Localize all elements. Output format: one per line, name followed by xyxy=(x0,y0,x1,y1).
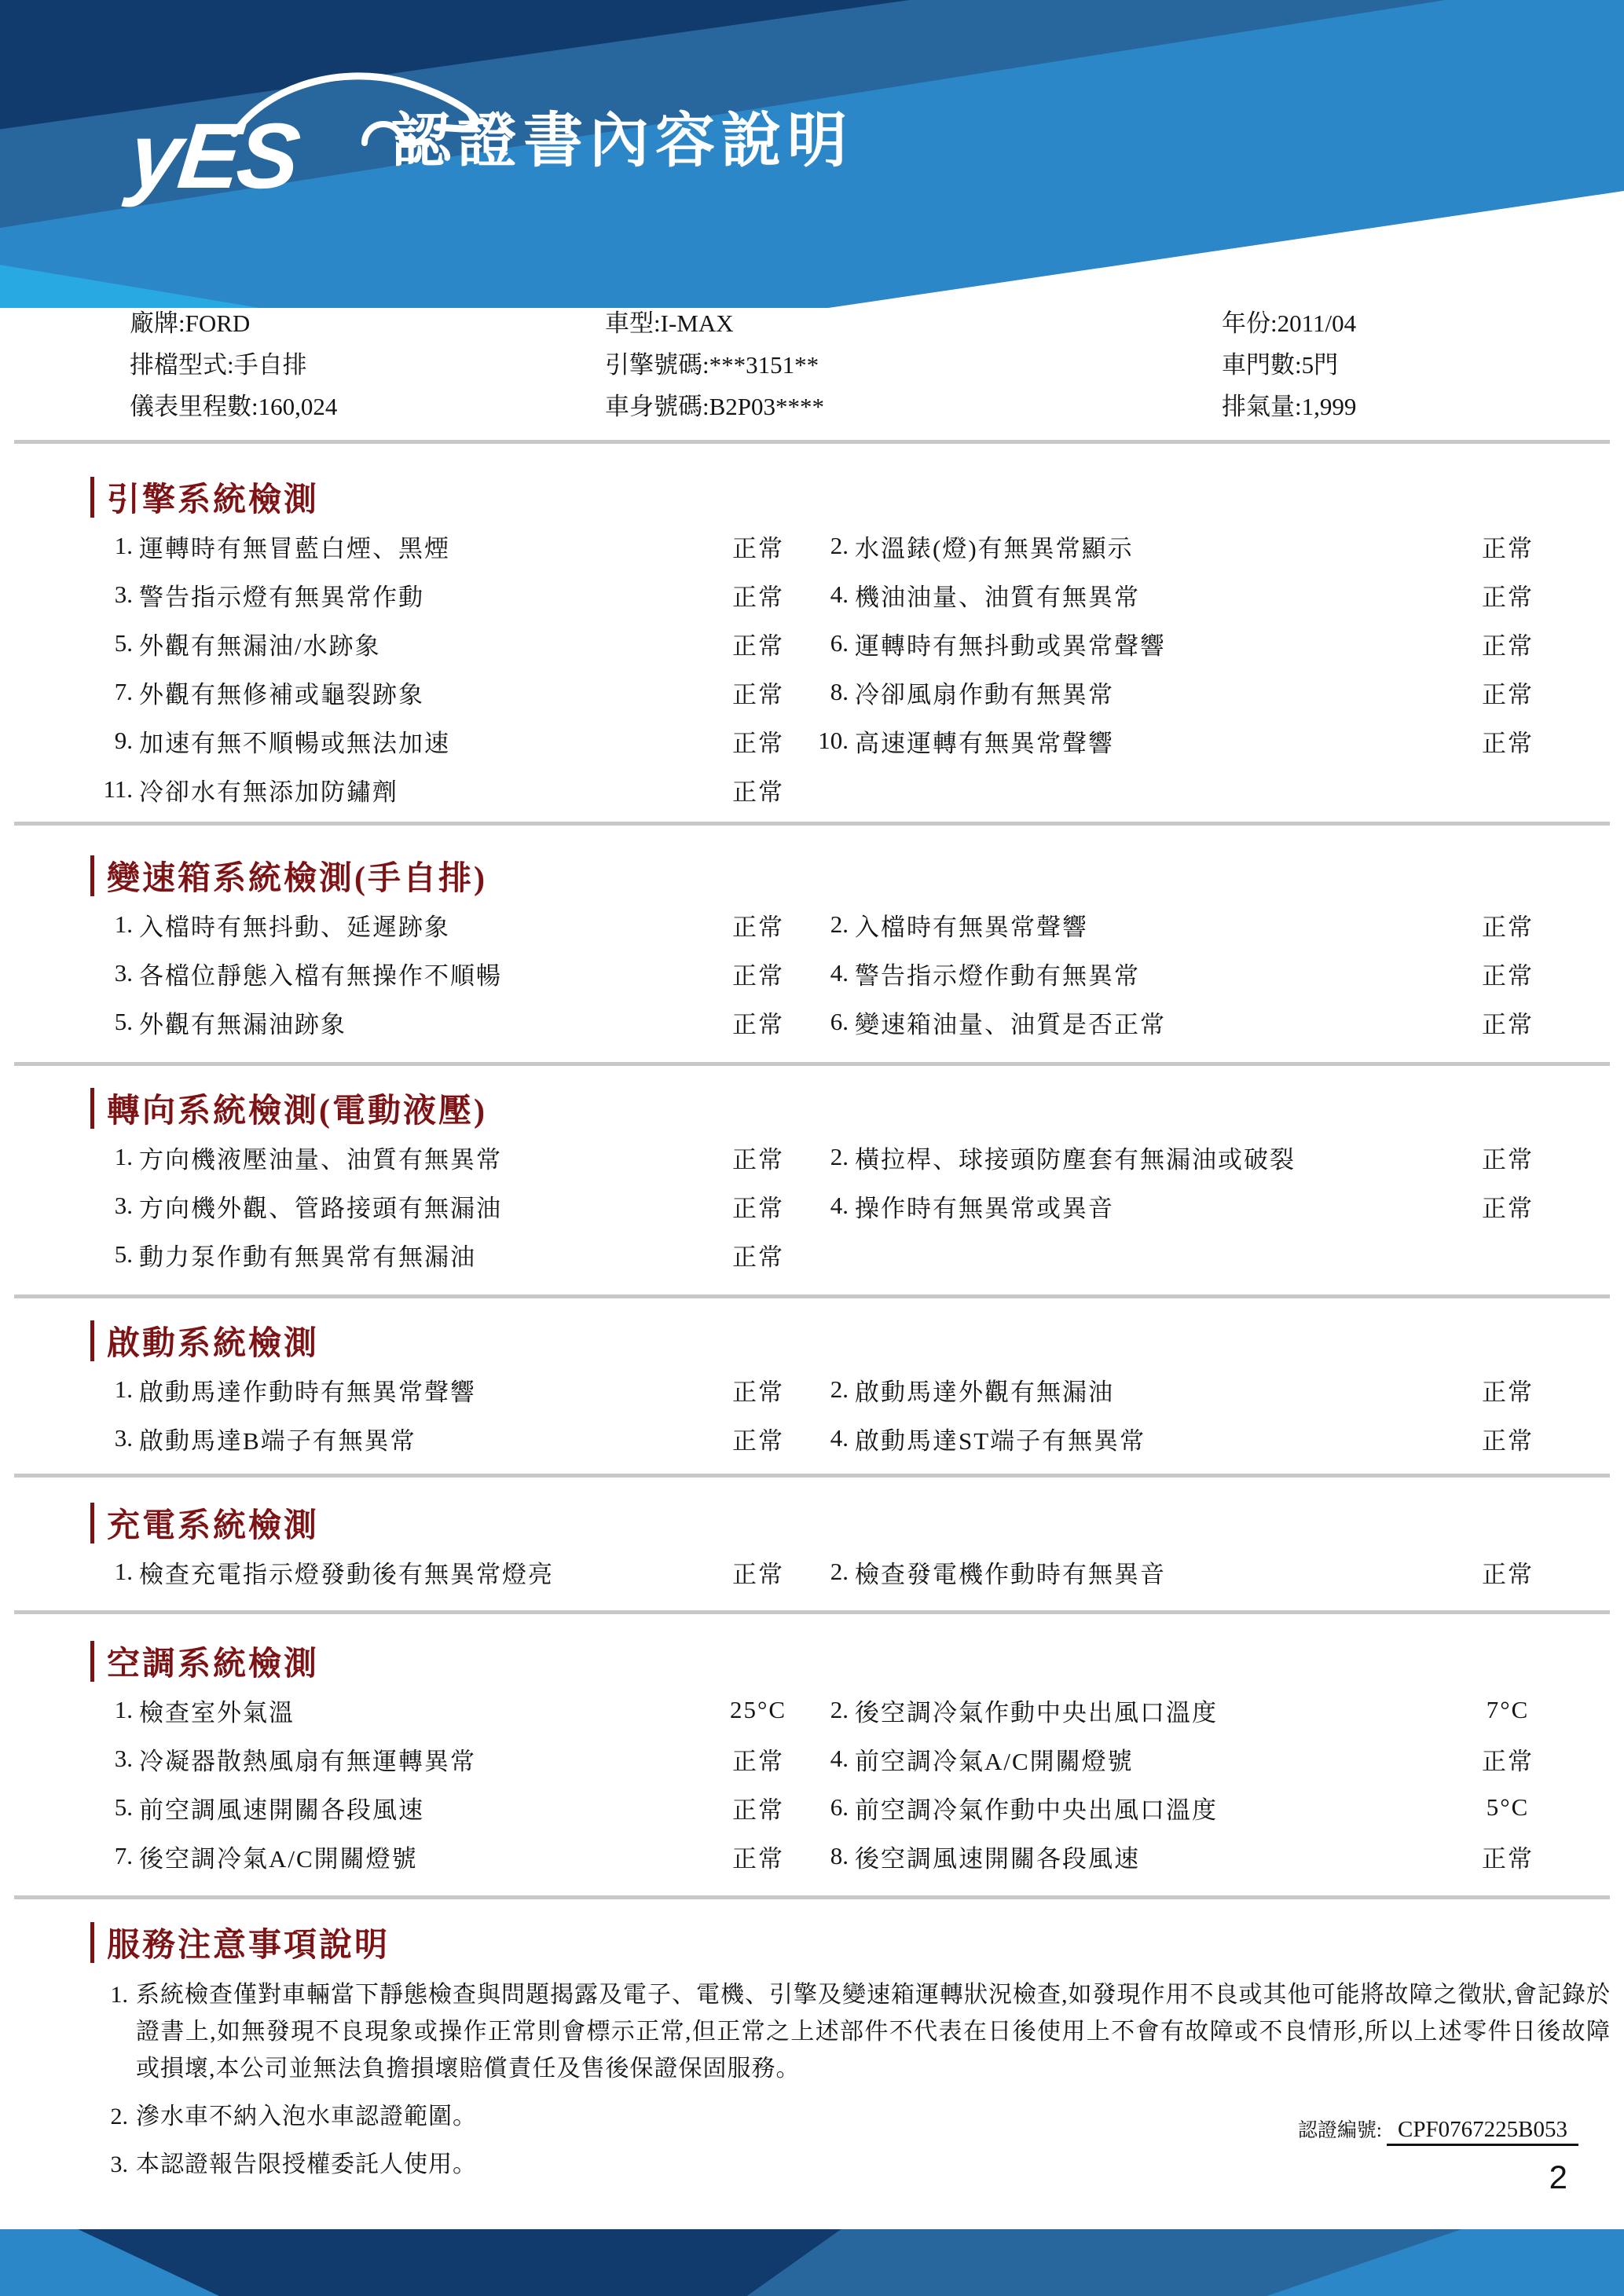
divider xyxy=(14,822,1610,826)
inspection-section xyxy=(90,851,1611,1046)
section-title xyxy=(90,1499,1611,1547)
vehicle-info-label: 儀表里程數: xyxy=(130,393,258,420)
vehicle-info-label: 車身號碼: xyxy=(605,393,709,420)
item-number-right: 2. xyxy=(830,532,849,559)
item-result-right: 正常 xyxy=(1482,680,1534,709)
item-number-left: 5. xyxy=(114,629,133,657)
item-text-left: 外觀有無漏油/水跡象 xyxy=(139,632,381,660)
vehicle-info-value: 5門 xyxy=(1301,351,1339,379)
item-result-right: 正常 xyxy=(1482,1426,1534,1455)
note-item xyxy=(90,2146,1611,2183)
vehicle-info-value: 160,024 xyxy=(258,393,338,420)
note-text: 系統檢查僅對車輛當下靜態檢查與問題揭露及電子、電機、引擎及變速箱運轉狀況檢查,如發現作用不良或其他可能將故障之徵狀,會記錄於證書上,如無發現不良現象或操作正常則會標示正常,但正常之上述部件不代表在日後使用上不會有故障或不良情形,所以上述零件日後故障或損壞,本公司並無法負擔損壞賠償責任及售後保證保固服務。 xyxy=(136,1982,1611,2082)
item-text-left: 運轉時有無冒藍白煙、黑煙 xyxy=(139,534,450,562)
section-title-bar xyxy=(90,1641,94,1682)
inspection-row xyxy=(90,668,1611,716)
item-text-right: 操作時有無異常或異音 xyxy=(855,1194,1114,1222)
divider xyxy=(14,440,1610,444)
item-number-right: 2. xyxy=(830,1558,849,1585)
section-title-bar xyxy=(90,1503,94,1543)
vehicle-info-field xyxy=(1222,386,1356,428)
item-result-left: 正常 xyxy=(732,729,784,757)
page-number: 2 xyxy=(1549,2159,1567,2195)
section-title-text: 充電系統檢測 xyxy=(107,1508,320,1544)
page-footer xyxy=(0,2229,1624,2296)
section-title xyxy=(90,473,1611,522)
page-title: 認證書內容說明 xyxy=(391,108,853,174)
item-text-left: 外觀有無修補或龜裂跡象 xyxy=(139,680,424,709)
divider xyxy=(14,1895,1610,1899)
item-text-right: 前空調冷氣A/C開關燈號 xyxy=(855,1747,1134,1775)
item-number-left: 3. xyxy=(114,959,133,987)
inspection-section xyxy=(90,1316,1611,1463)
item-text-left: 前空調風速開關各段風速 xyxy=(139,1796,424,1824)
note-text: 本認證報告限授權委託人使用。 xyxy=(136,2151,477,2177)
item-result-left: 正常 xyxy=(732,961,784,990)
vehicle-info-label: 廠牌: xyxy=(130,309,185,337)
inspection-section xyxy=(90,1084,1611,1279)
item-text-left: 冷卻水有無添加防鏽劑 xyxy=(139,778,398,806)
item-number-left: 5. xyxy=(114,1793,133,1821)
inspection-section xyxy=(90,1499,1611,1596)
item-result-left: 正常 xyxy=(732,1145,784,1174)
item-number-right: 4. xyxy=(830,1424,849,1452)
section-title-text: 空調系統檢測 xyxy=(107,1646,320,1683)
inspection-row xyxy=(90,570,1611,619)
item-text-right: 啟動馬達外觀有無漏油 xyxy=(855,1378,1114,1406)
item-result-right: 正常 xyxy=(1482,1844,1534,1873)
item-result-left: 25°C xyxy=(729,1696,787,1723)
section-title xyxy=(90,1316,1611,1365)
note-number: 1. xyxy=(110,1982,128,2008)
item-number-left: 1. xyxy=(114,1375,133,1403)
vehicle-info-column xyxy=(130,303,337,428)
item-number-left: 1. xyxy=(114,1696,133,1723)
item-text-right: 前空調冷氣作動中央出風口溫度 xyxy=(855,1796,1218,1824)
inspection-row xyxy=(90,1832,1611,1880)
vehicle-info-field xyxy=(130,303,337,345)
item-text-left: 各檔位靜態入檔有無操作不順暢 xyxy=(139,961,502,990)
section-title-text: 轉向系統檢測(電動液壓) xyxy=(107,1093,487,1130)
item-text-right: 警告指示燈作動有無異常 xyxy=(855,961,1140,990)
item-result-left: 正常 xyxy=(732,1796,784,1824)
item-text-right: 水溫錶(燈)有無異常顯示 xyxy=(855,534,1134,562)
item-result-right: 正常 xyxy=(1482,961,1534,990)
item-result-left: 正常 xyxy=(732,1560,784,1588)
item-number-left: 1. xyxy=(114,910,133,938)
item-number-left: 1. xyxy=(114,532,133,559)
inspection-row xyxy=(90,1133,1611,1181)
item-text-left: 啟動馬達作動時有無異常聲響 xyxy=(139,1378,476,1406)
item-number-right: 8. xyxy=(830,1842,849,1869)
section-title xyxy=(90,1637,1611,1686)
item-result-left: 正常 xyxy=(732,680,784,709)
item-number-left: 1. xyxy=(114,1143,133,1170)
item-text-right: 啟動馬達ST端子有無異常 xyxy=(855,1426,1146,1455)
item-number-left: 3. xyxy=(114,1192,133,1219)
item-number-right: 2. xyxy=(830,1375,849,1403)
item-result-right: 正常 xyxy=(1482,1010,1534,1038)
divider xyxy=(14,1474,1610,1478)
item-number-left: 11. xyxy=(103,775,133,803)
section-title xyxy=(90,851,1611,900)
item-number-right: 4. xyxy=(830,1745,849,1772)
item-result-right: 正常 xyxy=(1482,1560,1534,1588)
divider xyxy=(14,1294,1610,1298)
item-result-right: 正常 xyxy=(1482,1145,1534,1174)
vehicle-info-label: 引擎號碼: xyxy=(605,351,709,379)
item-number-left: 9. xyxy=(114,727,133,754)
vehicle-info-field xyxy=(1222,345,1356,386)
certificate-number-line xyxy=(1298,2115,1578,2143)
section-title-bar xyxy=(90,1320,94,1361)
item-number-right: 2. xyxy=(830,1696,849,1723)
vehicle-info-label: 車門數: xyxy=(1222,351,1302,379)
item-number-left: 7. xyxy=(114,678,133,705)
item-text-right: 檢查發電機作動時有無異音 xyxy=(855,1560,1166,1588)
inspection-row xyxy=(90,1181,1611,1230)
item-text-left: 後空調冷氣A/C開關燈號 xyxy=(139,1844,418,1873)
item-result-left: 正常 xyxy=(732,913,784,941)
item-text-left: 方向機液壓油量、油質有無異常 xyxy=(139,1145,502,1174)
note-text: 滲水車不納入泡水車認證範圍。 xyxy=(136,2104,477,2129)
section-title-text: 變速箱系統檢測(手自排) xyxy=(107,861,487,897)
inspection-row xyxy=(90,1230,1611,1279)
item-text-right: 變速箱油量、油質是否正常 xyxy=(855,1010,1166,1038)
inspection-row xyxy=(90,900,1611,949)
vehicle-info-value: B2P03**** xyxy=(709,393,825,420)
item-text-right: 冷卻風扇作動有無異常 xyxy=(855,680,1114,709)
inspection-row xyxy=(90,765,1611,814)
item-result-left: 正常 xyxy=(732,778,784,806)
item-number-right: 4. xyxy=(830,959,849,987)
item-result-right: 正常 xyxy=(1482,1378,1534,1406)
vehicle-info-field xyxy=(605,386,824,428)
item-text-left: 檢查充電指示燈發動後有無異常燈亮 xyxy=(139,1560,554,1588)
item-text-left: 檢查室外氣溫 xyxy=(139,1698,295,1727)
item-number-left: 3. xyxy=(114,1745,133,1772)
item-number-left: 3. xyxy=(114,580,133,608)
inspection-row xyxy=(90,1365,1611,1414)
page-header xyxy=(0,0,1624,308)
item-text-left: 方向機外觀、管路接頭有無漏油 xyxy=(139,1194,502,1222)
item-result-right: 正常 xyxy=(1482,1194,1534,1222)
item-result-left: 正常 xyxy=(732,1243,784,1271)
vehicle-info-field xyxy=(605,345,824,386)
vehicle-info-field xyxy=(130,345,337,386)
item-text-right: 運轉時有無抖動或異常聲響 xyxy=(855,632,1166,660)
item-number-left: 7. xyxy=(114,1842,133,1869)
section-title-bar xyxy=(90,1922,94,1963)
section-title-text: 服務注意事項說明 xyxy=(107,1928,390,1964)
vehicle-info-value: 手自排 xyxy=(233,351,307,379)
vehicle-info-field xyxy=(1222,303,1356,345)
item-number-right: 6. xyxy=(830,1793,849,1821)
inspection-row xyxy=(90,1686,1611,1734)
item-result-right: 正常 xyxy=(1482,913,1534,941)
service-notes-title xyxy=(90,1920,1611,1965)
item-number-left: 1. xyxy=(114,1558,133,1585)
yes-logo-text: yES xyxy=(125,104,302,208)
item-result-right: 正常 xyxy=(1482,1747,1534,1775)
vehicle-info-value: I-MAX xyxy=(660,309,734,337)
vehicle-info-field xyxy=(605,303,824,345)
item-text-right: 機油油量、油質有無異常 xyxy=(855,583,1140,611)
vehicle-info-value: 2011/04 xyxy=(1277,309,1357,337)
item-text-left: 外觀有無漏油跡象 xyxy=(139,1010,346,1038)
inspection-row xyxy=(90,998,1611,1046)
inspection-row xyxy=(90,716,1611,765)
vehicle-info-value: FORD xyxy=(185,309,251,337)
item-text-left: 啟動馬達B端子有無異常 xyxy=(139,1426,416,1455)
vehicle-info-label: 排檔型式: xyxy=(130,351,234,379)
service-notes xyxy=(90,1920,1611,2183)
item-number-right: 8. xyxy=(830,678,849,705)
section-title-text: 引擎系統檢測 xyxy=(107,482,320,518)
vehicle-info-label: 排氣量: xyxy=(1222,393,1302,420)
inspection-row xyxy=(90,1783,1611,1832)
inspection-section xyxy=(90,1637,1611,1880)
vehicle-info-column xyxy=(1222,303,1356,428)
inspection-row xyxy=(90,522,1611,570)
item-text-right: 入檔時有無異常聲響 xyxy=(855,913,1088,941)
inspection-row xyxy=(90,1414,1611,1463)
section-title xyxy=(90,1084,1611,1133)
item-result-left: 正常 xyxy=(732,534,784,562)
vehicle-info-field xyxy=(130,386,337,428)
item-result-left: 正常 xyxy=(732,583,784,611)
note-number: 3. xyxy=(110,2151,128,2177)
item-text-left: 警告指示燈有無異常作動 xyxy=(139,583,424,611)
item-number-right: 2. xyxy=(830,1143,849,1170)
section-title-bar xyxy=(90,855,94,896)
section-title-text: 啟動系統檢測 xyxy=(107,1326,320,1362)
vehicle-info-label: 年份: xyxy=(1222,309,1278,337)
item-result-right: 5°C xyxy=(1486,1793,1530,1821)
item-number-left: 3. xyxy=(114,1424,133,1452)
item-number-right: 4. xyxy=(830,1192,849,1219)
inspection-row xyxy=(90,1734,1611,1783)
certificate-number: CPF0767225B053 xyxy=(1387,2117,1578,2146)
inspection-section xyxy=(90,473,1611,814)
divider xyxy=(14,1062,1610,1066)
item-result-right: 正常 xyxy=(1482,729,1534,757)
item-number-right: 2. xyxy=(830,910,849,938)
item-text-right: 後空調冷氣作動中央出風口溫度 xyxy=(855,1698,1218,1727)
item-text-left: 動力泵作動有無異常有無漏油 xyxy=(139,1243,476,1271)
item-text-right: 高速運轉有無異常聲響 xyxy=(855,729,1114,757)
item-number-right: 6. xyxy=(830,1008,849,1035)
item-result-left: 正常 xyxy=(732,1378,784,1406)
inspection-row xyxy=(90,1547,1611,1596)
section-title-bar xyxy=(90,477,94,518)
item-number-left: 5. xyxy=(114,1240,133,1268)
item-number-left: 5. xyxy=(114,1008,133,1035)
item-number-right: 4. xyxy=(830,580,849,608)
item-result-right: 正常 xyxy=(1482,632,1534,660)
item-result-left: 正常 xyxy=(732,1844,784,1873)
certificate-label: 認證編號: xyxy=(1297,2120,1382,2141)
item-number-right: 6. xyxy=(830,629,849,657)
item-result-left: 正常 xyxy=(732,1426,784,1455)
item-result-right: 7°C xyxy=(1486,1696,1530,1723)
item-text-left: 加速有無不順暢或無法加速 xyxy=(139,729,450,757)
note-item xyxy=(90,1976,1611,2087)
vehicle-info-column xyxy=(605,303,824,428)
item-result-left: 正常 xyxy=(732,1010,784,1038)
note-number: 2. xyxy=(110,2104,128,2129)
vehicle-info-label: 車型: xyxy=(605,309,661,337)
inspection-row xyxy=(90,949,1611,998)
item-text-left: 入檔時有無抖動、延遲跡象 xyxy=(139,913,450,941)
item-text-left: 冷凝器散熱風扇有無運轉異常 xyxy=(139,1747,476,1775)
item-number-right: 10. xyxy=(818,727,849,754)
note-items xyxy=(90,1976,1611,2183)
item-text-right: 橫拉桿、球接頭防塵套有無漏油或破裂 xyxy=(855,1145,1296,1174)
divider xyxy=(14,1610,1610,1614)
section-title-bar xyxy=(90,1088,94,1129)
item-result-left: 正常 xyxy=(732,632,784,660)
item-result-left: 正常 xyxy=(732,1194,784,1222)
inspection-row xyxy=(90,619,1611,668)
item-result-right: 正常 xyxy=(1482,583,1534,611)
item-result-left: 正常 xyxy=(732,1747,784,1775)
vehicle-info-value: ***3151** xyxy=(709,351,819,379)
item-text-right: 後空調風速開關各段風速 xyxy=(855,1844,1140,1873)
vehicle-info-value: 1,999 xyxy=(1301,393,1357,420)
item-result-right: 正常 xyxy=(1482,534,1534,562)
